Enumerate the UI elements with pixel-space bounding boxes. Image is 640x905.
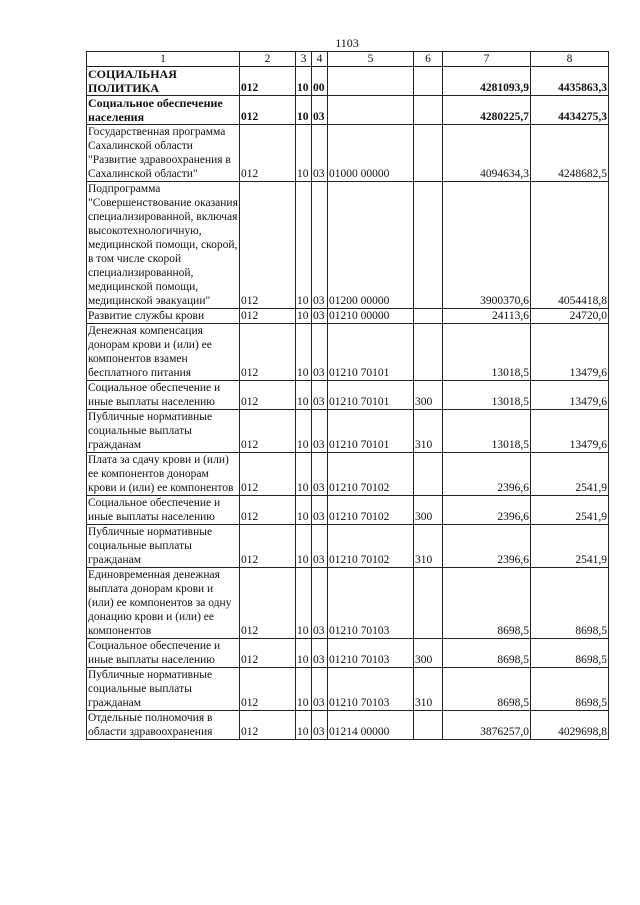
table-row — [87, 324, 609, 381]
row-section: 10 — [296, 67, 312, 96]
row-target-article: 01210 70101 — [328, 381, 414, 410]
row-name: Публичные нормативные социальные выплаты гражданам — [87, 410, 240, 453]
table-row — [87, 125, 609, 182]
table-body — [87, 67, 609, 740]
row-amount-year-1: 3876257,0 — [443, 711, 531, 740]
row-expense-type — [414, 453, 443, 496]
budget-table — [86, 51, 609, 740]
row-amount-year-2: 8698,5 — [531, 568, 609, 639]
page-number: 1103 — [335, 36, 359, 50]
row-code-ministry: 012 — [240, 381, 296, 410]
row-name: Денежная компенсация донорам крови и (или) ее компонентов взамен бесплатного питания — [87, 324, 240, 381]
row-target-article: 01210 70102 — [328, 496, 414, 525]
table-row — [87, 309, 609, 324]
row-name: Плата за сдачу крови и (или) ее компонентов донорам крови и (или) ее компонентов — [87, 453, 240, 496]
row-section: 10 — [296, 96, 312, 125]
row-subsection: 03 — [312, 525, 328, 568]
row-amount-year-2: 13479,6 — [531, 381, 609, 410]
row-code-ministry: 012 — [240, 568, 296, 639]
row-expense-type: 300 — [414, 496, 443, 525]
row-section: 10 — [296, 711, 312, 740]
row-section: 10 — [296, 381, 312, 410]
row-expense-type — [414, 324, 443, 381]
row-name: Социальное обеспечение и иные выплаты населению — [87, 496, 240, 525]
row-amount-year-1: 2396,6 — [443, 525, 531, 568]
row-name: Подпрограмма "Совершенствование оказания специализированной, включая высокотехнологичную, медицинской помощи, скорой, в том числе скорой специализированной, медицинской помощи, медицинской эвакуации" — [88, 183, 238, 307]
row-target-article: 01200 00000 — [328, 182, 414, 309]
table-row — [87, 711, 609, 740]
row-amount-year-1: 4281093,9 — [443, 67, 531, 96]
row-expense-type — [414, 182, 443, 309]
col-header-3: 3 — [296, 52, 312, 67]
row-amount-year-2: 4248682,5 — [531, 125, 609, 182]
col-header-4: 4 — [312, 52, 328, 67]
row-section: 10 — [296, 568, 312, 639]
table-row — [87, 453, 609, 496]
row-target-article: 01210 70103 — [328, 639, 414, 668]
row-target-article — [328, 67, 414, 96]
row-amount-year-2: 4434275,3 — [531, 96, 609, 125]
table-row — [87, 668, 609, 711]
row-amount-year-2: 4435863,3 — [531, 67, 609, 96]
table-row — [87, 67, 609, 96]
row-expense-type: 300 — [414, 381, 443, 410]
row-name: Государственная программа Сахалинской области "Развитие здравоохранения в Сахалинской области" — [87, 125, 240, 182]
row-target-article: 01210 70101 — [328, 410, 414, 453]
row-expense-type — [414, 67, 443, 96]
row-amount-year-2: 8698,5 — [531, 668, 609, 711]
row-amount-year-2: 13479,6 — [531, 324, 609, 381]
row-target-article: 01210 70103 — [328, 568, 414, 639]
row-code-ministry: 012 — [240, 410, 296, 453]
row-section: 10 — [296, 125, 312, 182]
row-target-article: 01210 70102 — [328, 525, 414, 568]
row-code-ministry: 012 — [240, 67, 296, 96]
row-subsection: 03 — [312, 568, 328, 639]
col-header-2: 2 — [240, 52, 296, 67]
row-section: 10 — [296, 496, 312, 525]
row-expense-type — [414, 96, 443, 125]
row-amount-year-1: 4280225,7 — [443, 96, 531, 125]
row-amount-year-1: 3900370,6 — [443, 182, 531, 309]
col-header-7: 7 — [443, 52, 531, 67]
row-expense-type — [414, 125, 443, 182]
row-code-ministry: 012 — [240, 496, 296, 525]
row-amount-year-1: 13018,5 — [443, 410, 531, 453]
row-code-ministry: 012 — [240, 639, 296, 668]
row-name: Публичные нормативные социальные выплаты гражданам — [87, 525, 240, 568]
row-name: Отдельные полномочия в области здравоохранения — [87, 711, 240, 740]
row-amount-year-2: 24720,0 — [531, 309, 609, 324]
table-row — [87, 410, 609, 453]
row-subsection: 03 — [312, 496, 328, 525]
row-code-ministry: 012 — [240, 182, 296, 309]
row-amount-year-2: 4029698,8 — [531, 711, 609, 740]
table-row — [87, 639, 609, 668]
row-target-article: 01210 70102 — [328, 453, 414, 496]
row-name: Единовременная денежная выплата донорам крови и (или) ее компонентов за одну донацию крови и (или) ее компонентов — [87, 568, 240, 639]
row-expense-type — [414, 568, 443, 639]
row-amount-year-2: 4054418,8 — [531, 182, 609, 309]
row-subsection: 03 — [312, 324, 328, 381]
row-subsection: 03 — [312, 182, 328, 309]
row-name: Развитие службы крови — [87, 309, 240, 324]
row-subsection: 03 — [312, 668, 328, 711]
row-subsection: 03 — [312, 453, 328, 496]
table-row — [87, 525, 609, 568]
row-code-ministry: 012 — [240, 525, 296, 568]
row-target-article: 01210 70103 — [328, 668, 414, 711]
row-code-ministry: 012 — [240, 309, 296, 324]
row-section: 10 — [296, 410, 312, 453]
row-section: 10 — [296, 309, 312, 324]
row-section: 10 — [296, 453, 312, 496]
table-row — [87, 182, 609, 309]
col-header-6: 6 — [414, 52, 443, 67]
row-amount-year-1: 4094634,3 — [443, 125, 531, 182]
row-subsection: 03 — [312, 410, 328, 453]
row-subsection: 00 — [312, 67, 328, 96]
col-header-5: 5 — [328, 52, 414, 67]
row-amount-year-2: 13479,6 — [531, 410, 609, 453]
row-section: 10 — [296, 324, 312, 381]
row-code-ministry: 012 — [240, 668, 296, 711]
row-target-article: 01000 00000 — [328, 125, 414, 182]
row-amount-year-2: 2541,9 — [531, 496, 609, 525]
row-amount-year-2: 8698,5 — [531, 639, 609, 668]
row-name: СОЦИАЛЬНАЯ ПОЛИТИКА — [87, 67, 240, 96]
row-name: Социальное обеспечение населения — [87, 96, 240, 125]
row-amount-year-1: 8698,5 — [443, 639, 531, 668]
row-amount-year-1: 24113,6 — [443, 309, 531, 324]
table-row — [87, 381, 609, 410]
row-amount-year-1: 13018,5 — [443, 324, 531, 381]
row-amount-year-2: 2541,9 — [531, 525, 609, 568]
row-code-ministry: 012 — [240, 453, 296, 496]
row-amount-year-1: 2396,6 — [443, 453, 531, 496]
row-subsection: 03 — [312, 639, 328, 668]
row-target-article: 01210 00000 — [328, 309, 414, 324]
row-subsection: 03 — [312, 711, 328, 740]
row-target-article: 01210 70101 — [328, 324, 414, 381]
row-code-ministry: 012 — [240, 711, 296, 740]
header-row — [87, 52, 609, 67]
row-expense-type: 310 — [414, 668, 443, 711]
row-expense-type — [414, 711, 443, 740]
row-name: Публичные нормативные социальные выплаты гражданам — [87, 668, 240, 711]
row-expense-type: 310 — [414, 525, 443, 568]
col-header-8: 8 — [531, 52, 609, 67]
row-expense-type — [414, 309, 443, 324]
row-subsection: 03 — [312, 96, 328, 125]
row-code-ministry: 012 — [240, 125, 296, 182]
row-amount-year-1: 8698,5 — [443, 568, 531, 639]
row-amount-year-2: 2541,9 — [531, 453, 609, 496]
table-row — [87, 568, 609, 639]
row-amount-year-1: 2396,6 — [443, 496, 531, 525]
row-section: 10 — [296, 639, 312, 668]
row-name: Социальное обеспечение и иные выплаты населению — [87, 639, 240, 668]
row-expense-type: 300 — [414, 639, 443, 668]
row-amount-year-1: 8698,5 — [443, 668, 531, 711]
col-header-1: 1 — [87, 52, 240, 67]
row-section: 10 — [296, 668, 312, 711]
row-target-article — [328, 96, 414, 125]
row-section: 10 — [296, 182, 312, 309]
row-expense-type: 310 — [414, 410, 443, 453]
row-target-article: 01214 00000 — [328, 711, 414, 740]
row-section: 10 — [296, 525, 312, 568]
row-code-ministry: 012 — [240, 324, 296, 381]
row-name: Социальное обеспечение и иные выплаты населению — [87, 381, 240, 410]
row-subsection: 03 — [312, 309, 328, 324]
row-code-ministry: 012 — [240, 96, 296, 125]
row-amount-year-1: 13018,5 — [443, 381, 531, 410]
table-row — [87, 496, 609, 525]
table-row — [87, 96, 609, 125]
row-subsection: 03 — [312, 381, 328, 410]
row-subsection: 03 — [312, 125, 328, 182]
